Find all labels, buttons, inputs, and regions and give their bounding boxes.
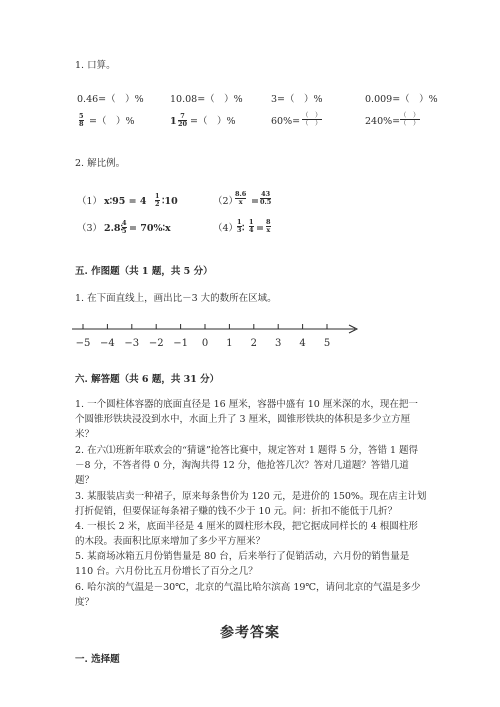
proportion-text: 2.8∶ [104, 223, 123, 234]
proportion-text: ∶10 [162, 196, 178, 207]
fraction: （ ） （ ） [302, 111, 322, 127]
fraction: 4 5 [122, 219, 127, 235]
proportion-label: （4） [213, 223, 239, 234]
number-line-label: 0 [201, 338, 209, 349]
proportion-text: = 70%∶x [129, 223, 171, 234]
question-text: 2. 在六⑴班新年联欢会的“猜谜”抢答比赛中，规定答对 1 题得 5 分，答错 1 题得－8 分，不答者得 0 分，淘淘共得 12 分，他抢答几次？答对几道题？答错几道题？ [75, 445, 419, 487]
calc-item: 0.46=（ ）% [77, 94, 144, 105]
number-line-label: −4 [100, 338, 115, 349]
number-line [0, 316, 500, 356]
fraction: 5 8 [79, 112, 84, 128]
calc-item: =（ ）% [190, 116, 236, 127]
question-text: 3. 某服装店卖一种裙子，原来每条售价为 120 元，是进价的 150%。现在店主计划打折促销，但要保证每条裙子赚的钱不少于 10 元。问：折扣不能低于几折？ [75, 491, 427, 518]
proportion-text: x∶95 = 4 [104, 196, 147, 207]
number-line-label: −2 [148, 338, 164, 349]
fraction: 8 x [266, 218, 271, 234]
calc-item: 240%= [365, 116, 401, 127]
number-line-label: −1 [173, 338, 188, 349]
proportion-label: （1） [77, 196, 103, 207]
number-line-label: 2 [250, 338, 257, 349]
ratio-sign: ∶ [242, 223, 245, 234]
fraction: （ ） （ ） [400, 111, 420, 127]
fraction: 8.6 x [235, 190, 247, 206]
question-text: 5. 某商场冰箱五月份销售量是 80 台，后来举行了促销活动，六月份的销售量是 110 台。六月份比五月份增长了百分之几？ [75, 551, 410, 578]
number-line-label: 3 [275, 338, 282, 349]
mixed-whole: 1 [170, 116, 177, 127]
fraction: 1 3 [237, 218, 242, 234]
fraction: 1 4 [249, 218, 254, 234]
question-text: 1. 在下面直线上，画出比－3 大的数所在区域。 [75, 293, 277, 304]
equals-sign: = [251, 196, 259, 207]
equals-sign: = [256, 223, 264, 234]
number-line-label: 1 [226, 338, 233, 349]
calc-item: 10.08=（ ）% [170, 94, 243, 105]
calc-item: 60%= [271, 116, 301, 127]
number-line-label: 4 [299, 338, 306, 349]
question-text: 4. 一根长 2 米，底面半径是 4 厘米的圆柱形木段，把它据成同样长的 4 根圆柱形的木段。表面积比原来增加了多少平方厘米？ [75, 521, 418, 548]
calc-item: 3=（ ）% [271, 94, 323, 105]
section-heading: 六. 解答题（共 6 题，共 31 分） [75, 374, 220, 385]
proportion-label: （2） [213, 196, 239, 207]
fraction: 1 2 [155, 192, 160, 208]
sec1-title: 1. 口算。 [75, 60, 116, 71]
question-text: 6. 哈尔滨的气温是－30℃，北京的气温比哈尔滨高 19℃，请问北京的气温是多少度？ [75, 582, 421, 609]
number-line-label: −3 [124, 338, 140, 349]
calc-item: 0.009=（ ）% [365, 94, 438, 105]
question-text: 1. 一个圆柱体容器的底面直径是 16 厘米，容器中盛有 10 厘米深的水，现在把一个圆锥形铁块浸没到水中，水面上升了 3 厘米，圆锥形铁块的体积是多少立方厘米？ [75, 399, 418, 441]
number-line-label: 5 [323, 338, 331, 349]
answers-title: 参考答案 [220, 625, 280, 641]
number-line-label: −5 [75, 338, 91, 349]
fraction: 7 20 [178, 112, 188, 128]
section-heading: 五. 作图题（共 1 题，共 5 分） [75, 266, 213, 277]
calc-item: =（ ）% [89, 116, 135, 127]
answers-subheading: 一. 选择题 [75, 654, 120, 665]
proportion-label: （3） [77, 223, 103, 234]
fraction: 43 0.5 [260, 190, 272, 206]
sec2-title: 2. 解比例。 [75, 158, 126, 169]
